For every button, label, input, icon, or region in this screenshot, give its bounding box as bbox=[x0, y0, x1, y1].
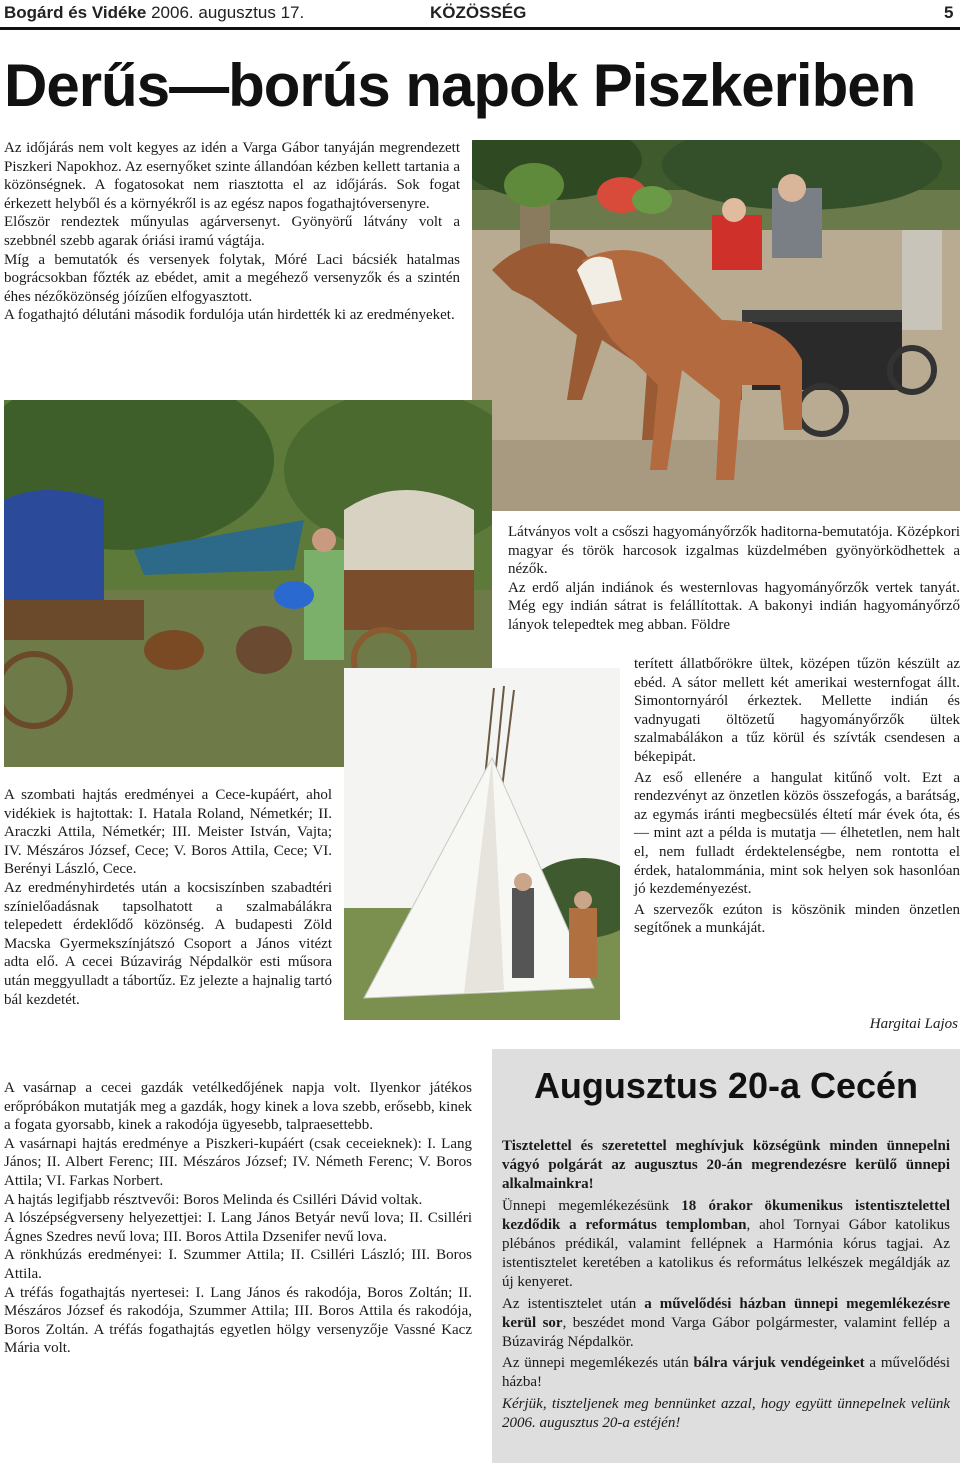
author-signature: Hargitai Lajos bbox=[869, 1016, 958, 1032]
invitation-paragraph bbox=[502, 1295, 950, 1353]
intro-column bbox=[4, 139, 460, 325]
article-paragraph: Az erdő alján indiánok és westernlovas hagyományőrzők vertek tanyát. Még egy indián sátrat is felállítottak. A bakonyi indián hagyományőrző lányok telepedtek meg abban. Földre bbox=[508, 579, 960, 633]
intro-paragraph: Először rendeztek műnyulas agárversenyt. Gyönyörű látvány volt a szebbnél szebb agarak óriási iramú vágtája. bbox=[4, 214, 460, 249]
article-paragraph: A rönkhúzás eredményei: I. Szummer Attila; II. Csilléri László; III. Boros Attila. bbox=[4, 1247, 472, 1282]
teepee-image bbox=[344, 668, 620, 1020]
article-paragraph: A tréfás fogathajtás nyertesei: I. Lang János és rakodója, Boros Zoltán; II. Mészáros József és rakodója, Szummer Attila; III. Boros Attila és rakodója, Boros Zoltán. A tréfás fogathajtás egyetlen hölgy versenyzője Vassné Kacz Mária volt. bbox=[4, 1284, 472, 1357]
issue-date: 2006. augusztus 17. bbox=[151, 3, 305, 22]
saturday-results-column bbox=[4, 786, 332, 1009]
intro-paragraph: Míg a bemutatók és versenyek folytak, Móré Laci bácsiék hatalmas bográcsokban főzték az ebédet, amit a megéhező versenyzők és a szintén éhes nézőközönség jóízűen elfogyasztott. bbox=[4, 251, 460, 305]
text-span: Az istentisztelet után bbox=[502, 1295, 645, 1312]
page-header bbox=[0, 0, 960, 28]
paper-name bbox=[4, 3, 304, 23]
intro-paragraph: Az időjárás nem volt kegyes az idén a Varga Gábor tanyáján megrendezett Piszkeri Napokhoz. Az esernyőket szinte állandóan kézben kellett tartania a közönségnek. A fogatosokat nem riasztotta el az időjárás. Sok fogat érkezett helyből és a környékről is az egész napos fogathajtóversenyre. bbox=[4, 140, 460, 212]
intro-paragraph: A fogathajtó délutáni második fordulója után hirdették ki az eredményeket. bbox=[4, 307, 455, 324]
article-paragraph: A szervezők ezúton is köszönik minden önzetlen segítőnek a munkáját. bbox=[634, 901, 960, 937]
article-paragraph: A hajtás legifjabb résztvevői: Boros Melinda és Csilléri Dávid voltak. bbox=[4, 1191, 423, 1208]
article-paragraph: terített állatbőrökre ültek, középen tűzön készült az ebéd. A sátor mellett két amerikai westernfogat állt. Simontornyáról érkeztek. Mellette indián és vadnyugati öltözetű hagyományőrzők ültek szalmabálákon a tűz körül és szívták csendesen a békepipát. bbox=[634, 656, 960, 765]
bold-span: 18 órakor ökumenikus istentisztelettel kezdődik a református templomban bbox=[502, 1197, 950, 1233]
article-paragraph: Látványos volt a csőszi hagyományőrzők haditorna-bemutatója. Középkori magyar és török harcosok izgalmas küzdelmében gyönyörködhettek a nézők. bbox=[508, 524, 960, 578]
bold-span: a művelődési házban ünnepi megemlékezésre kerül sor bbox=[502, 1295, 951, 1331]
right-column-top bbox=[508, 523, 960, 635]
article-paragraph: Az eső ellenére a hangulat kitűnő volt. Ezt a rendezvényt az önzetlen közös összefogás, a barátság, az egymás iránti megbecsülés éltetí már évek óta, és — mint azt a példa is mutatja — élhetetlen, nem halt el, nem fulladt érdektelenségbe, nem rontotta el érdek, hatalommánia, mint sok helyen sok hasonlóan jó kezdeményezést. bbox=[634, 769, 960, 898]
invitation-box bbox=[492, 1049, 960, 1463]
text-span: Az ünnepi megemlékezés után bbox=[502, 1355, 694, 1372]
invitation-body bbox=[502, 1137, 950, 1435]
article-paragraph: A vasárnapi hajtás eredménye a Piszkeri-kupáért (csak ceceieknek): I. Lang János; II. Albert Ferenc; III. Mészáros József; IV. Németh Ferenc; V. Boros Attila; VI. Farkas Norbert. bbox=[4, 1135, 472, 1189]
text-span: , ahol Tornyai Gábor katolikus plébános prédikál, valamint fellépnek a Harmónia kórus tagjai. Az istentisztelet keretében a katolikus és református lelkészek megáldják az új kenyeret. bbox=[502, 1216, 950, 1291]
page-number: 5 bbox=[944, 3, 954, 22]
sunday-results-column bbox=[4, 1079, 472, 1358]
invitation-title: Augusztus 20-a Cecén bbox=[533, 1065, 919, 1106]
invitation-paragraph bbox=[502, 1197, 950, 1293]
paper-name-text: Bogárd és Vidéke bbox=[4, 3, 147, 22]
teepee-photo bbox=[344, 668, 620, 1020]
section-name: KÖZÖSSÉG bbox=[430, 3, 527, 22]
article-paragraph: Az eredményhirdetés után a kocsiszínben szabadtéri színielőadásnak tapsolhatott a szalmabálákra telepedett érdeklődő közönség. A budapesti Zöld Macska Gyermekszínjátszó Csoport a János vitézt adta elő. A cecei Búzavirág Népdalkör esti műsora után meggyulladt a tábortűz. Ez jelezte a hajnalig tartó bál kezdetét. bbox=[4, 879, 332, 1008]
horse-carriage-photo bbox=[472, 140, 960, 511]
text-span: a művelődési házba! bbox=[502, 1355, 950, 1391]
article-paragraph: A vasárnap a cecei gazdák vetélkedőjének napja volt. Ilyenkor játékos erőpróbákon mutatják meg a gazdák, hogy kinek a lova szebb, erősebb, kinek a fogata gyorsabb, kinek a rakodója ügyesebb, talpraesettebb. bbox=[4, 1080, 472, 1134]
article-paragraph: A lószépségverseny helyezettjei: I. Lang János Betyár nevű lova; II. Csilléri Ágnes Szedres nevű lova; III. Boros Attila Dzsenifer nevű lova. bbox=[4, 1210, 472, 1245]
invitation-closing: Kérjük, tiszteljenek meg bennünket azzal, hogy együtt ünnepelnek velünk 2006. augusztus 20-a estéjén! bbox=[502, 1395, 950, 1431]
text-span: Ünnepi megemlékezésünk bbox=[502, 1197, 682, 1214]
invitation-intro: Tisztelettel és szeretettel meghívjuk községünk minden ünnepelni vágyó polgárát az augusztus 20-án megrendezésre kerülő ünnepi alkalmainkra! bbox=[502, 1138, 950, 1193]
bold-span: bálra várjuk vendégeinket bbox=[693, 1355, 865, 1372]
right-column-narrow bbox=[634, 655, 960, 938]
invitation-paragraph bbox=[502, 1354, 950, 1392]
text-span: , beszédet mond Varga Gábor polgármester, valamint fellép a Búzavirág Népdalkör. bbox=[502, 1314, 951, 1351]
article-paragraph: A szombati hajtás eredményei a Cece-kupáért, ahol vidékiek is hajtottak: I. Hatala Roland, Németkér; II. Araczki Attila, Németkér; III. Meister István, Vajta; IV. Mészáros József, Cece; V. Boros Attila, Cece; VI. Berényi László, Cece. bbox=[4, 787, 332, 878]
headline: Derűs—borús napok Piszkeriben bbox=[4, 52, 916, 119]
header-rule bbox=[0, 27, 960, 30]
horse-carriage-image bbox=[472, 140, 960, 511]
